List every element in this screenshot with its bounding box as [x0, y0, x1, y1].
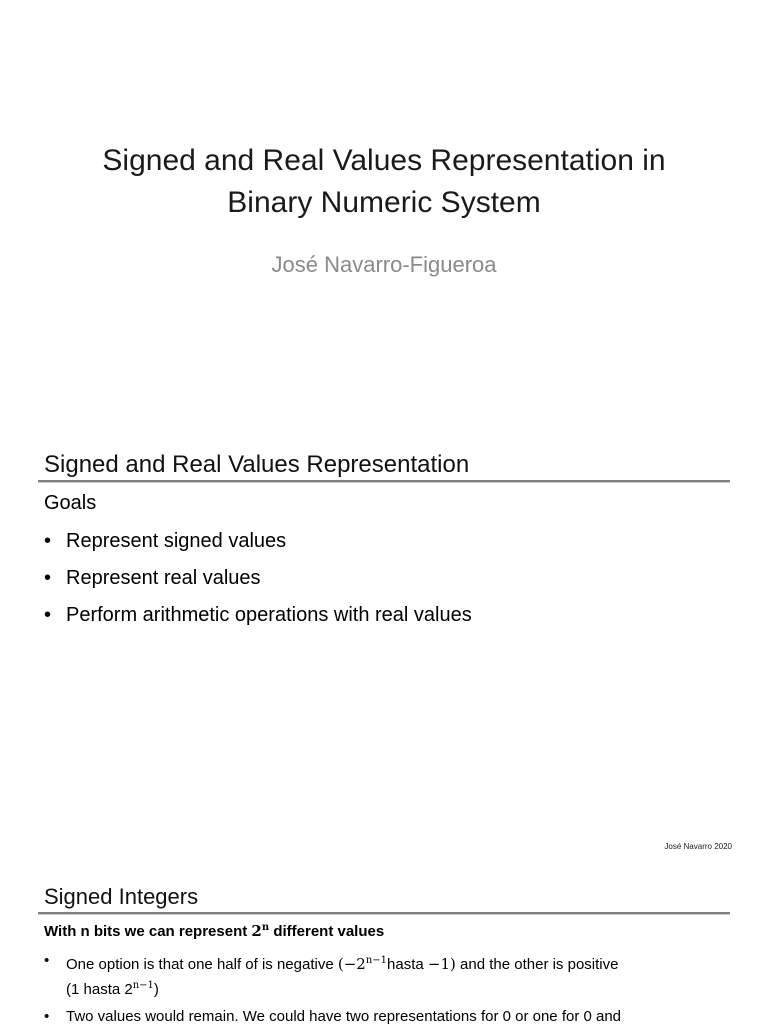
bullet-icon: •	[44, 604, 52, 626]
list-item: • Perform arithmetic operations with real values	[44, 604, 472, 626]
goals-heading: Goals	[44, 492, 97, 514]
list-item: • Represent real values	[44, 567, 261, 589]
title-divider	[38, 912, 730, 915]
slide-title: Signed Integers	[44, 884, 199, 909]
slide-footer: José Navarro 2020	[664, 842, 732, 851]
list-item: • Two values would remain. We could have two representations for 0 or one for 0 and	[44, 1008, 622, 1025]
bullet-icon: •	[44, 530, 52, 552]
list-item: • Represent signed values	[44, 530, 287, 552]
signed-integers-slide	[0, 862, 768, 1024]
slide-title-line-1: Signed and Real Values Representation in	[102, 144, 666, 177]
slide-title: Signed and Real Values Representation	[44, 451, 470, 478]
goals-slide	[0, 430, 768, 862]
bullet-icon: •	[44, 952, 50, 969]
lead-statement: With n bits we can represent 2$^n$ different values	[44, 922, 385, 940]
title-divider	[38, 480, 730, 483]
list-item: • One option is that one half of is negative $(-2^{n-1}hasta -1)$ and the other is positive (1 hasta $2^{n-1}$)	[44, 952, 619, 998]
slide-title-line-2: Binary Numeric System	[227, 186, 541, 219]
slide-author: José Navarro-Figueroa	[271, 252, 497, 277]
bullet-icon: •	[44, 567, 52, 589]
title-slide	[0, 0, 768, 430]
slide-title	[60, 140, 708, 224]
goals-list	[44, 528, 472, 639]
signed-list	[44, 950, 734, 1033]
bullet-icon: •	[44, 1008, 50, 1025]
